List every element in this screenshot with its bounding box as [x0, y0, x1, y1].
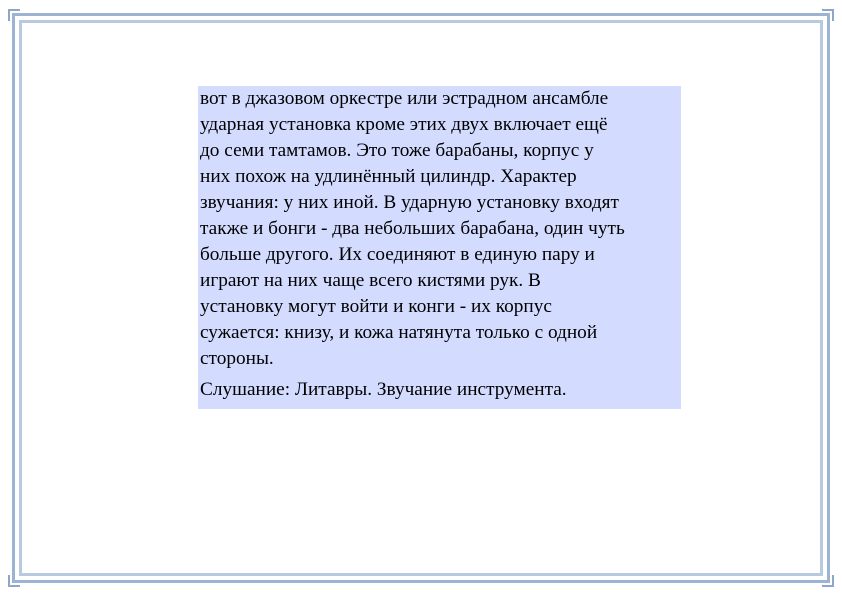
frame-corner-top-right	[822, 9, 834, 21]
frame-corner-bottom-right	[822, 575, 834, 587]
slide-text-block	[198, 86, 681, 409]
frame-corner-top-left	[8, 9, 20, 21]
frame-corner-bottom-left	[8, 575, 20, 587]
listening-line: Слушание: Литавры. Звучание инструмента.	[200, 379, 567, 400]
drum-kit-paragraph: вот в джазовом оркестре или эстрадном ансамбле ударная установка кроме этих двух включает ещё до семи тамтамов. Это тоже барабаны, корпус у них похож на удлинённый цилиндр. Характер звучания: у них иной. В ударную установку входят также и бонги - два небольших барабана, один чуть больше другого. Их соединяют в единую пару и играют на них чаще всего кистями рук. В установку могут войти и конги - их корпус сужается: книзу, и кожа натянута только с одной стороны.	[200, 88, 625, 369]
